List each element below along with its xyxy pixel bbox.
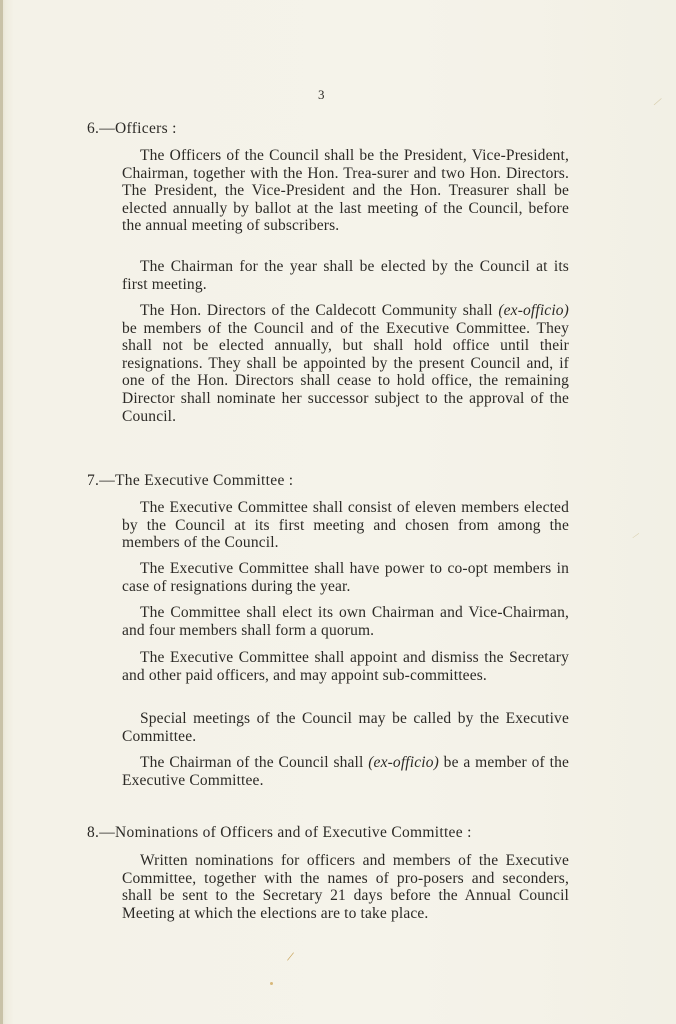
section-7-paragraph-1: The Executive Committee shall consist of eleven members elected by the Council at its first meeting and chosen from among the members of the Council.	[122, 499, 569, 552]
section-8-paragraph-1: Written nominations for officers and members of the Executive Committee, together with the names of pro-posers and seconders, shall be sent to the Secretary 21 days before the Annual Council Meeting at which the elections are to take place.	[122, 852, 569, 922]
section-7-heading: 7.—The Executive Committee :	[87, 472, 294, 489]
italic-term: (ex-officio)	[368, 754, 439, 771]
section-7-paragraph-3: The Committee shall elect its own Chairman and Vice-Chairman, and four members shall form a quorum.	[122, 604, 569, 639]
paper-blemish-mark: /	[630, 530, 641, 542]
section-7-paragraph-4: The Executive Committee shall appoint and dismiss the Secretary and other paid officers, and may appoint sub-committees.	[122, 649, 569, 684]
section-7-paragraph-6	[122, 754, 569, 789]
paragraph-text: The Chairman of the Council shall	[140, 754, 369, 771]
section-7-paragraph-5: Special meetings of the Council may be called by the Executive Committee.	[122, 710, 569, 745]
section-6-paragraph-1: The Officers of the Council shall be the President, Vice-President, Chairman, together with the Hon. Trea-surer and two Hon. Directors. The President, the Vice-President and the Hon. Treasurer shall be elected annually by ballot at the last meeting of the Council, before the annual meeting of subscribers.	[122, 147, 569, 235]
section-6-paragraph-2: The Chairman for the year shall be elected by the Council at its first meeting.	[122, 258, 569, 293]
paper-blemish-mark: /	[285, 949, 295, 966]
italic-term: (ex-officio)	[498, 302, 569, 319]
section-8-heading: 8.—Nominations of Officers and of Executive Committee :	[87, 824, 472, 841]
paper-speck	[270, 982, 273, 985]
section-6-heading: 6.—Officers :	[87, 120, 177, 137]
paragraph-text: The Hon. Directors of the Caldecott Community shall	[140, 302, 499, 319]
paragraph-text: be a member of the Executive Committee.	[122, 754, 569, 789]
paper-blemish-mark: /	[651, 95, 663, 111]
page-spine-edge	[0, 0, 3, 1024]
paragraph-text: be members of the Council and of the Executive Committee. They shall not be elected annually, but shall hold office until their resignations. They shall be appointed by the present Council and, if one of the Hon. Directors shall cease to hold office, the remaining Director shall nominate her successor subject to the approval of the Council.	[122, 319, 569, 425]
page-number: 3	[318, 87, 325, 102]
section-7-paragraph-2: The Executive Committee shall have power to co-opt members in case of resignations during the year.	[122, 560, 569, 595]
section-6-paragraph-3	[122, 302, 569, 425]
